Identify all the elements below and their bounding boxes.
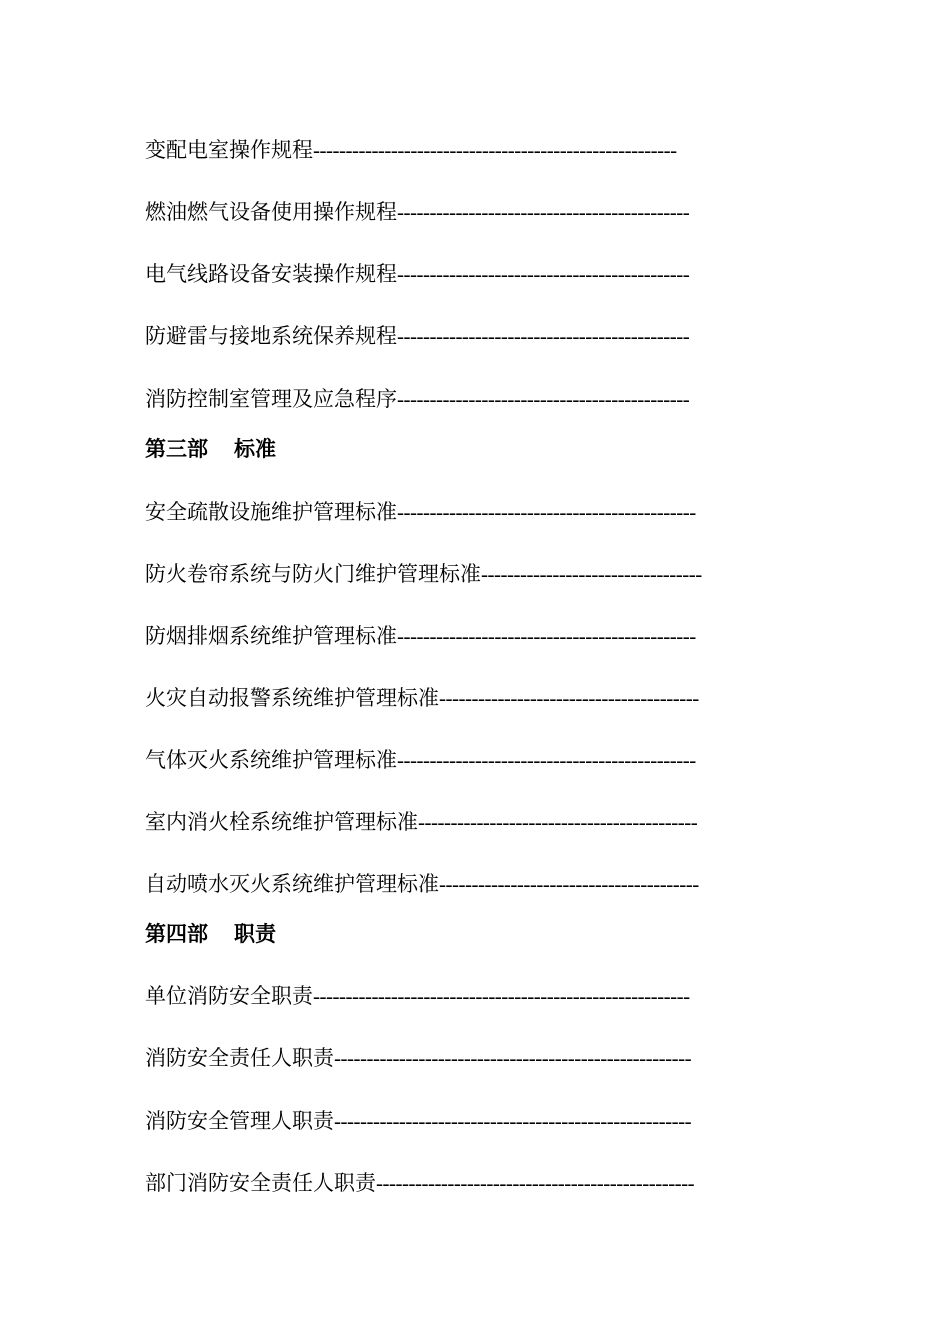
toc-leader: ----------------------------------------------	[397, 748, 696, 772]
toc-leader: ---------------------------------------------	[397, 387, 690, 411]
toc-entry-title: 变配电室操作规程	[145, 138, 313, 162]
toc-entry-title: 消防控制室管理及应急程序	[145, 387, 397, 411]
toc-leader: ---------------------------------------------	[397, 200, 690, 224]
toc-entry[interactable]	[145, 386, 755, 412]
toc-entry[interactable]	[145, 137, 755, 163]
toc-entry-title: 气体灭火系统维护管理标准	[145, 748, 397, 772]
toc-entry[interactable]	[145, 261, 755, 287]
toc-entry-title: 消防安全责任人职责	[145, 1046, 334, 1070]
toc-entry[interactable]	[145, 871, 762, 897]
toc-leader: -------------------------------------------	[418, 810, 698, 834]
toc-entry[interactable]	[145, 561, 762, 587]
section-heading	[145, 921, 276, 947]
toc-leader: ----------------------------------------	[439, 872, 699, 896]
toc-entry-title: 电气线路设备安装操作规程	[145, 262, 397, 286]
toc-entry-title: 防烟排烟系统维护管理标准	[145, 624, 397, 648]
toc-entry[interactable]	[145, 809, 762, 835]
toc-leader: ----------------------------------------------	[397, 500, 696, 524]
section-name: 职责	[234, 921, 276, 946]
toc-leader: -------------------------------------------------------	[334, 1046, 692, 1070]
toc-leader: ----------------------------------------	[439, 686, 699, 710]
toc-leader: -------------------------------------------------	[376, 1171, 695, 1195]
toc-entry-title: 燃油燃气设备使用操作规程	[145, 200, 397, 224]
toc-leader: ----------------------------------------------------------	[313, 984, 690, 1008]
toc-leader: ----------------------------------------------	[397, 624, 696, 648]
toc-entry[interactable]	[145, 499, 762, 525]
toc-entry-title: 安全疏散设施维护管理标准	[145, 500, 397, 524]
section-part-label: 第四部	[145, 921, 208, 946]
toc-entry[interactable]	[145, 199, 755, 225]
toc-entry[interactable]	[145, 983, 762, 1009]
toc-entry-title: 部门消防安全责任人职责	[145, 1171, 376, 1195]
toc-entry[interactable]	[145, 685, 762, 711]
toc-entry[interactable]	[145, 323, 755, 349]
toc-leader: -------------------------------------------------------	[334, 1109, 692, 1133]
toc-leader: ---------------------------------------------	[397, 262, 690, 286]
toc-entry[interactable]	[145, 1108, 762, 1134]
toc-entry-title: 火灾自动报警系统维护管理标准	[145, 686, 439, 710]
toc-entry-title: 室内消火栓系统维护管理标准	[145, 810, 418, 834]
section-name: 标准	[234, 436, 276, 461]
toc-leader: --------------------------------------------------------	[313, 138, 677, 162]
toc-entry-title: 自动喷水灭火系统维护管理标准	[145, 872, 439, 896]
toc-leader: ---------------------------------------------	[397, 324, 690, 348]
section-part-label: 第三部	[145, 436, 208, 461]
toc-leader: ----------------------------------	[481, 562, 702, 586]
toc-entry[interactable]	[145, 623, 762, 649]
toc-entry[interactable]	[145, 747, 762, 773]
section-heading	[145, 436, 276, 462]
toc-entry[interactable]	[145, 1045, 762, 1071]
toc-entry-title: 消防安全管理人职责	[145, 1109, 334, 1133]
toc-entry-title: 防避雷与接地系统保养规程	[145, 324, 397, 348]
toc-entry[interactable]	[145, 1170, 762, 1196]
toc-entry-title: 防火卷帘系统与防火门维护管理标准	[145, 562, 481, 586]
toc-entry-title: 单位消防安全职责	[145, 984, 313, 1008]
